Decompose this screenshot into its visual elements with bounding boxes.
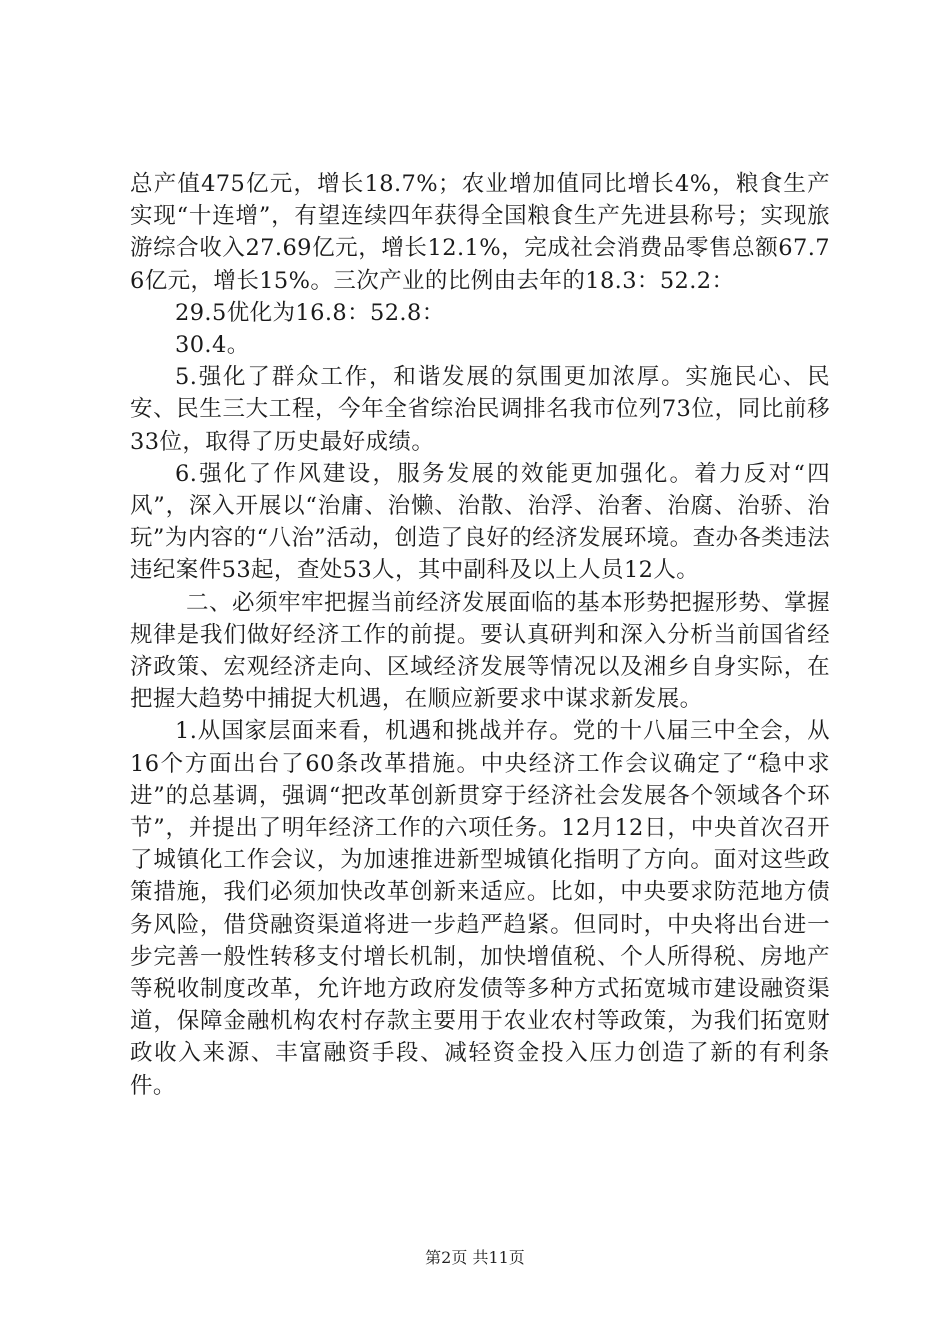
paragraph-ratio-continued: 29.5优化为16.8：52.8： [175, 299, 445, 326]
section-heading-economic-situation: 二、必须牢牢把握当前经济发展面临的基本形势把握形势、掌握规律是我们做好经济工作的前提。要认真研判和深入分析当前国省经济政策、宏观经济走向、区域经济发展等情况以及湘乡自身实际，在把握大趋势中捕捉大机遇，在顺应新要求中谋求新发展。 [130, 589, 830, 713]
paragraph-work-style: 6.强化了作风建设，服务发展的效能更加强化。着力反对“四风”，深入开展以“治庸、治懒、治散、治浮、治奢、治腐、治骄、治玩”为内容的“八治”活动，创造了良好的经济发展环境。查办各类违法违纪案件53起，查处53人，其中副科及以上人员12人。 [130, 460, 830, 584]
paragraph-national-level: 1.从国家层面来看，机遇和挑战并存。党的十八届三中全会，从16个方面出台了60条改革措施。中央经济工作会议确定了“稳中求进”的总基调，强调“把改革创新贯穿于经济社会发展各个领域各个环节”，并提出了明年经济工作的六项任务。12月12日，中央首次召开了城镇化工作会议，为加速推进新型城镇化指明了方向。面对这些政策措施，我们必须加快改革创新来适应。比如，中央要求防范地方债务风险，借贷融资渠道将进一步趋严趋紧。但同时，中央将出台进一步完善一般性转移支付增长机制，加快增值税、个人所得税、房地产等税收制度改革，允许地方政府发债等多种方式拓宽城市建设融资渠道，保障金融机构农村存款主要用于农业农村等政策，为我们拓宽财政收入来源、丰富融资手段、减轻资金投入压力创造了新的有利条件。 [130, 718, 830, 1099]
paragraph-ratio-end: 30.4。 [175, 332, 250, 359]
paragraph-output-stats: 总产值475亿元，增长18.7%；农业增加值同比增长4%，粮食生产实现“十连增”，有望连续四年获得全国粮食生产先进县称号；实现旅游综合收入27.69亿元，增长12.1%，完成社会消费品零售总额67.76亿元，增长15%。三次产业的比例由去年的18.3：52.2： [130, 171, 830, 294]
document-body [130, 168, 830, 1102]
paragraph-mass-work: 5.强化了群众工作，和谐发展的氛围更加浓厚。实施民心、民安、民生三大工程，今年全省综治民调排名我市位列73位，同比前移33位，取得了历史最好成绩。 [130, 364, 830, 455]
page-number-footer: 第2页 共11页 [425, 1248, 525, 1267]
